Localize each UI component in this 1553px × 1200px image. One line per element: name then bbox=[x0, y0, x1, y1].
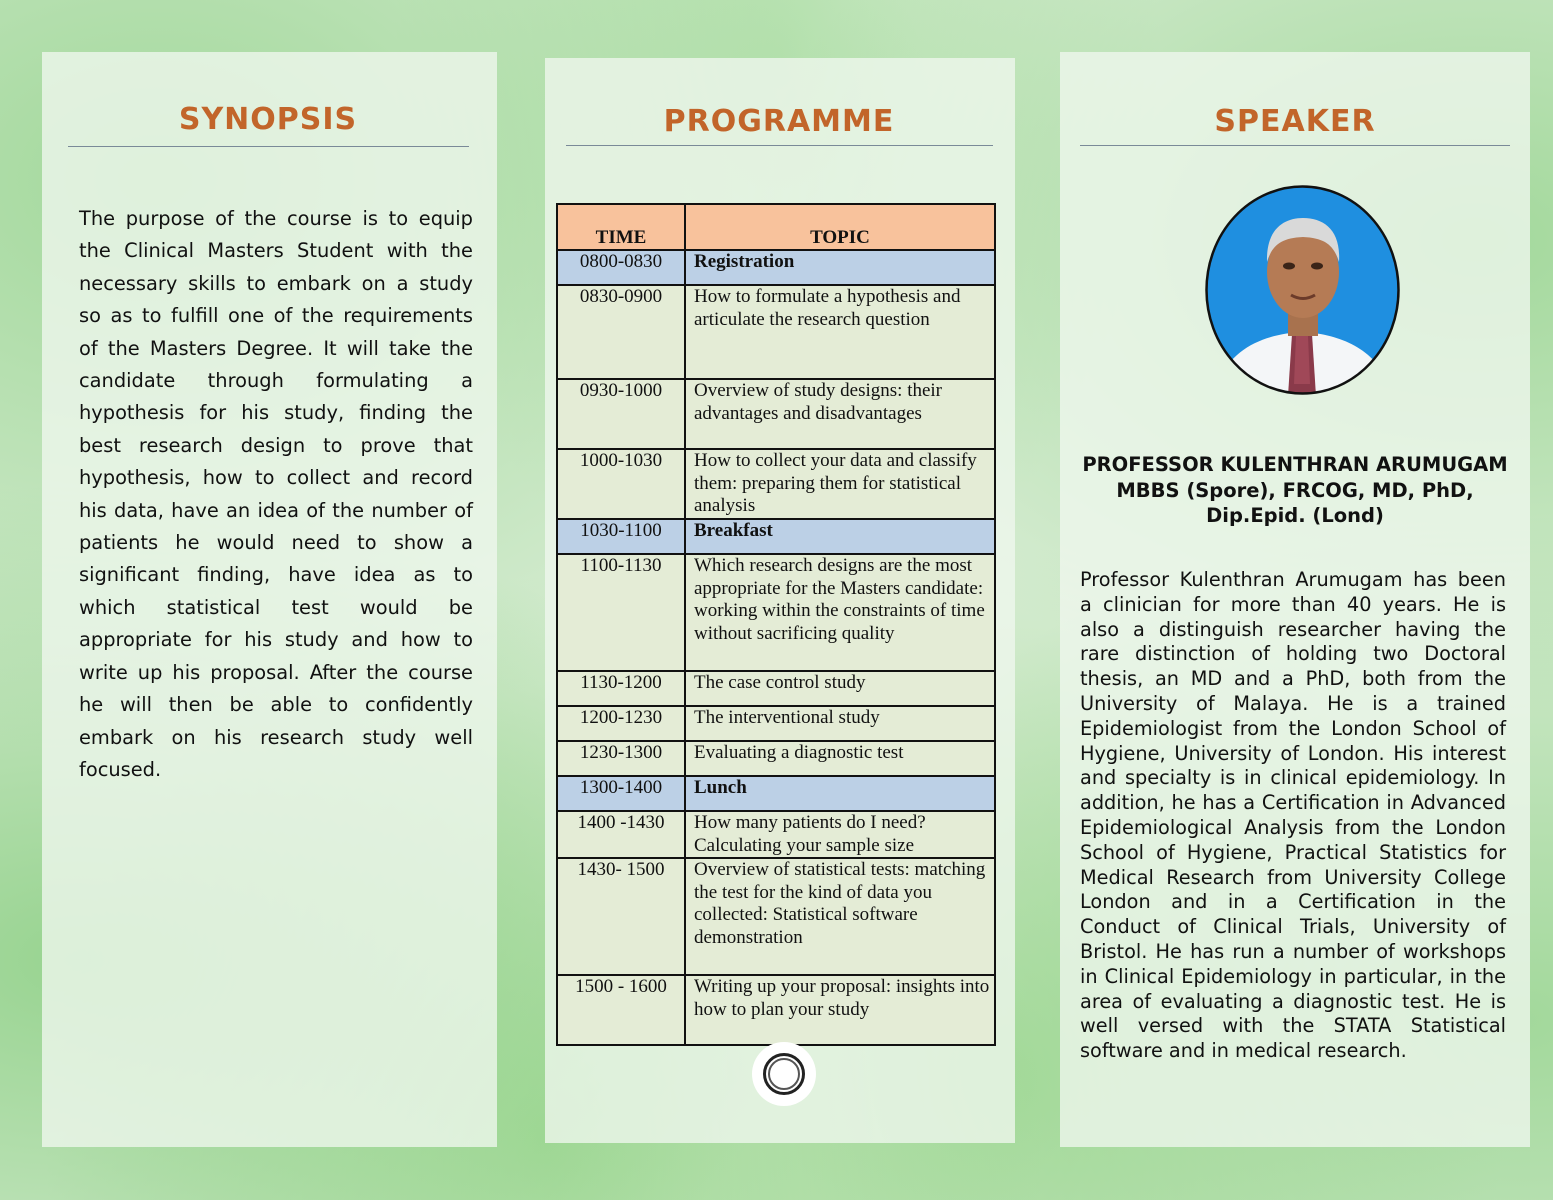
speaker-credentials-line-1: MBBS (Spore), FRCOG, MD, PhD, bbox=[1116, 478, 1474, 502]
table-row bbox=[557, 858, 995, 975]
table-row bbox=[557, 250, 995, 285]
table-row bbox=[557, 671, 995, 706]
speaker-divider bbox=[1080, 145, 1510, 146]
row-topic: Overview of statistical tests: matching the test for the kind of data you collected: Statistical software demonstration bbox=[685, 858, 995, 975]
row-time: 1130-1200 bbox=[557, 671, 685, 706]
speaker-photo bbox=[1204, 184, 1401, 396]
row-time: 1230-1300 bbox=[557, 741, 685, 776]
programme-table bbox=[556, 203, 996, 1046]
time-column-header: TIME bbox=[557, 204, 685, 250]
table-row bbox=[557, 519, 995, 554]
row-topic: Breakfast bbox=[685, 519, 995, 554]
row-time: 0830-0900 bbox=[557, 285, 685, 379]
row-topic: Which research designs are the most appropriate for the Masters candidate: working within the constraints of time without sacrificing quality bbox=[685, 554, 995, 671]
row-time: 0800-0830 bbox=[557, 250, 685, 285]
synopsis-divider bbox=[68, 146, 469, 147]
row-topic: Lunch bbox=[685, 776, 995, 811]
synopsis-text: The purpose of the course is to equip the Clinical Masters Student with the necessary skills to embark on a study so as to fulfill one of the requirements of the Masters Degree. It will take the candidate through formulating a hypothesis for his study, finding the best research design to prove that hypothesis, how to collect and record his data, have an idea of the number of patients he would need to show a significant finding, have idea as to which statistical test would be appropriate for his study and how to write up his proposal. After the course he will then be able to confidently embark on his research study well focused. bbox=[79, 207, 473, 781]
table-row bbox=[557, 554, 995, 671]
table-row bbox=[557, 706, 995, 741]
row-time: 1000-1030 bbox=[557, 449, 685, 519]
row-time: 0930-1000 bbox=[557, 379, 685, 449]
row-topic: How many patients do I need? Calculating your sample size bbox=[685, 811, 995, 858]
table-row bbox=[557, 285, 995, 379]
table-row bbox=[557, 379, 995, 449]
row-topic: The interventional study bbox=[685, 706, 995, 741]
row-time: 1200-1230 bbox=[557, 706, 685, 741]
speaker-name: PROFESSOR KULENTHRAN ARUMUGAM bbox=[1082, 453, 1508, 476]
row-time: 1030-1100 bbox=[557, 519, 685, 554]
row-topic: How to collect your data and classify them: preparing them for statistical analysis bbox=[685, 449, 995, 519]
row-time: 1430- 1500 bbox=[557, 858, 685, 975]
table-row bbox=[557, 811, 995, 858]
topic-column-header: TOPIC bbox=[685, 204, 995, 250]
speaker-bio: Professor Kulenthran Arumugam has been a clinician for more than 40 years. He is also a distinguish researcher having the rare distinction of holding two Doctoral thesis, an MD and a PhD, both from the University of Malaya. He is a trained Epidemiologist from the London School of Hygiene, University of London. His interest and specialty is in clinical epidemiology. In addition, he has a Certification in Advanced Epidemiological Analysis from the London School of Hygiene, Practical Statistics for Medical Research from University College London and in a Certification in the Conduct of Clinical Trials, University of Bristol. He has run a number of workshops in Clinical Epidemiology in particular, in the area of evaluating a diagnostic test. He is well versed with the STATA Statistical software and in medical research. bbox=[1080, 568, 1506, 1063]
programme-table-header bbox=[557, 204, 995, 250]
row-time: 1100-1130 bbox=[557, 554, 685, 671]
table-row bbox=[557, 776, 995, 811]
row-topic: The case control study bbox=[685, 671, 995, 706]
table-row bbox=[557, 741, 995, 776]
row-topic: How to formulate a hypothesis and articulate the research question bbox=[685, 285, 995, 379]
speaker-heading: SPEAKER bbox=[1214, 104, 1376, 139]
row-topic: Evaluating a diagnostic test bbox=[685, 741, 995, 776]
row-topic: Overview of study designs: their advantages and disadvantages bbox=[685, 379, 995, 449]
row-topic: Registration bbox=[685, 250, 995, 285]
programme-divider bbox=[566, 145, 993, 146]
table-row bbox=[557, 449, 995, 519]
speaker-credentials-line-2: Dip.Epid. (Lond) bbox=[1206, 504, 1384, 527]
row-time: 1500 - 1600 bbox=[557, 975, 685, 1045]
synopsis-heading: SYNOPSIS bbox=[178, 102, 358, 137]
programme-heading: PROGRAMME bbox=[663, 104, 895, 139]
row-time: 1400 -1430 bbox=[557, 811, 685, 858]
row-time: 1300-1400 bbox=[557, 776, 685, 811]
table-row bbox=[557, 975, 995, 1045]
speaker-name-block bbox=[1075, 452, 1515, 529]
row-topic: Writing up your proposal: insights into how to plan your study bbox=[685, 975, 995, 1045]
ring-ornament-icon bbox=[752, 1042, 816, 1106]
